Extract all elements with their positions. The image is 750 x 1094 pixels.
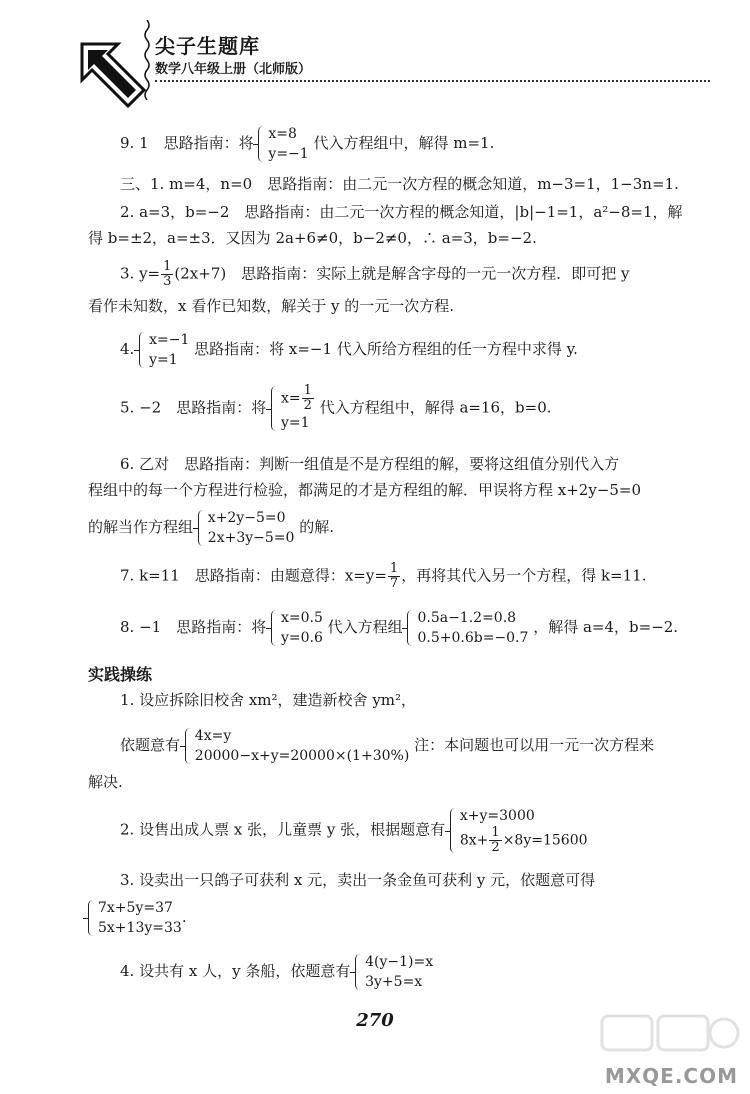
header-divider [155, 80, 710, 82]
practice-2 [120, 806, 588, 855]
system-row: y=1 [280, 415, 310, 431]
text: ×8y=15600 [502, 832, 588, 849]
fraction [489, 826, 501, 855]
header-title: 尖子生题库 [155, 34, 260, 58]
text: 注：本问题也可以用一元一次方程来 [414, 736, 655, 754]
practice-4 [120, 952, 433, 992]
text: . [181, 908, 187, 926]
equation-system [355, 952, 433, 992]
answer-3-6: 6. 乙对 思路指南：判断一组值是不是方程组的解，要将这组值分别代入方 [120, 455, 620, 473]
text: 的解. [299, 518, 334, 536]
system-row: y=−1 [268, 146, 309, 162]
text: ，解得 a=4，b=−2. [533, 618, 679, 636]
practice-1-cont: 解决. [88, 773, 123, 791]
answer-3-6-cont: 程组中的每一个方程进行检验，都满足的才是方程组的解．甲误将方程 x+2y−5=0 [88, 481, 642, 499]
answer-9-1 [120, 124, 494, 164]
system-row: x=−1 [149, 332, 190, 348]
answer-3-4 [120, 330, 578, 370]
text: 4. [120, 340, 135, 358]
answer-3-8 [120, 608, 678, 648]
text: 7. k=11 思路指南：由题意得：x=y= [120, 566, 387, 585]
system-row: 3y+5=x [365, 974, 423, 990]
system-row: x=0.5 [280, 610, 323, 626]
text: x= [280, 390, 301, 407]
text: 8x+ [459, 832, 489, 849]
equation-system [88, 898, 182, 938]
equation-system [198, 508, 295, 548]
text: 代入方程组中，解得 m=1. [313, 134, 495, 152]
fraction [161, 260, 173, 289]
numerator: 1 [163, 259, 172, 274]
denominator: 7 [389, 576, 399, 591]
system-row: 5x+13y=33 [98, 920, 182, 936]
text: 代入方程组中，解得 a=16，b=0. [319, 398, 552, 417]
system-row: 7x+5y=37 [98, 900, 173, 916]
system-row [281, 384, 315, 413]
answer-3-3 [120, 260, 629, 289]
system-row [460, 826, 588, 855]
header-subtitle: 数学八年级上册（北师版） [155, 62, 312, 77]
text: 依题意有 [120, 736, 181, 754]
numerator: 1 [491, 825, 500, 840]
denominator: 2 [303, 398, 312, 413]
numerator: 1 [303, 383, 312, 398]
answer-3-5 [120, 384, 552, 433]
equation-system [185, 726, 409, 766]
text: 代入方程组 [327, 618, 403, 636]
answer-3-2: 2. a=3，b=−2 思路指南：由二元一次方程的概念知道，|b|−1=1，a²−8=1，解 [120, 203, 683, 221]
system-row: x=8 [268, 126, 297, 142]
answer-3-6-cont2 [88, 508, 334, 548]
page-number: 270 [356, 1010, 394, 1031]
denominator: 3 [163, 274, 172, 289]
text: 9. 1 思路指南：将 [120, 134, 254, 152]
system-row: 0.5+0.6b=−0.7 [417, 630, 529, 646]
equation-system [450, 806, 588, 855]
practice-1: 1. 设应拆除旧校舍 xm²，建造新校舍 ym²， [120, 691, 417, 709]
system-row: 0.5a−1.2=0.8 [417, 610, 517, 626]
answer-3-2-cont: 得 b=±2，a=±3．又因为 2a+6≠0，b−2≠0，∴ a=3，b=−2. [88, 229, 537, 247]
fraction [302, 384, 314, 413]
answer-3-3-cont: 看作未知数，x 看作已知数，解关于 y 的一元一次方程. [88, 297, 455, 315]
header-arrow-logo [78, 40, 148, 115]
text: (2x+7) 思路指南：实际上就是解含字母的一元一次方程．即可把 y [174, 264, 630, 283]
equation-system [139, 330, 189, 370]
practice-1-system [120, 726, 654, 766]
equation-system [407, 608, 528, 648]
system-row: x+y=3000 [459, 808, 535, 824]
watermark-text: MXQE.COM [604, 1064, 738, 1088]
header-wavy-line [142, 20, 152, 100]
text: 2. 设售出成人票 x 张，儿童票 y 张，根据题意有 [120, 820, 446, 839]
system-row: y=1 [149, 352, 178, 368]
section-title: 实践操练 [88, 665, 153, 684]
system-row: 4(y−1)=x [365, 954, 434, 970]
text: 的解当作方程组 [88, 518, 194, 536]
text: ，再将其代入另一个方程，得 k=11. [401, 566, 647, 585]
system-row: x+2y−5=0 [207, 510, 286, 526]
text: 思路指南：将 x=−1 代入所给方程组的任一方程中求得 y. [194, 340, 578, 358]
equation-system [271, 608, 323, 648]
answer-3-1: 三、1. m=4，n=0 思路指南：由二元一次方程的概念知道，m−3=1，1−3n=1. [120, 175, 679, 193]
text: 4. 设共有 x 人，y 条船，依题意有 [120, 962, 351, 980]
text: 3. y= [120, 264, 161, 283]
system-row: 4x=y [194, 728, 232, 744]
practice-3-system [88, 898, 187, 938]
numerator: 1 [389, 561, 399, 576]
system-row: y=0.6 [280, 630, 323, 646]
equation-system [258, 124, 308, 164]
text: 5. −2 思路指南：将 [120, 398, 267, 417]
practice-3: 3. 设卖出一只鸽子可获利 x 元，卖出一条金鱼可获利 y 元，依题意可得 [120, 871, 596, 889]
answer-3-7 [120, 562, 646, 591]
equation-system [271, 384, 315, 433]
fraction [388, 562, 400, 591]
denominator: 2 [491, 840, 500, 855]
system-row: 20000−x+y=20000×(1+30%) [194, 748, 410, 764]
system-row: 2x+3y−5=0 [207, 530, 295, 546]
text: 8. −1 思路指南：将 [120, 618, 267, 636]
